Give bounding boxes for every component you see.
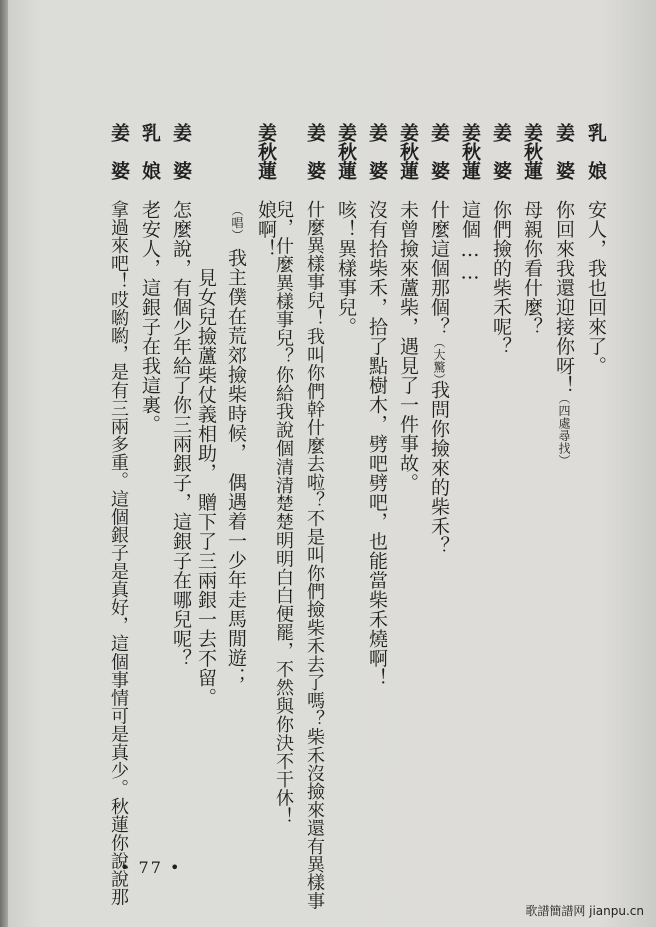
dialogue-line: 怎麼說，有個少年給了你三兩銀子，這銀子在哪兒呢？ [170, 200, 192, 668]
speaker-label: 姜秋蓮 [459, 123, 481, 180]
speaker-label: 姜 婆 [108, 123, 130, 180]
book-spine [0, 0, 8, 927]
speaker-label: 姜 婆 [304, 123, 326, 180]
dialogue-line: 這個…… [459, 200, 481, 284]
speaker-label: 姜秋蓮 [335, 123, 357, 180]
speaker-label: 乳 娘 [139, 123, 161, 180]
speaker-label: 姜 婆 [490, 123, 512, 180]
stage-direction: （四處尋找） [557, 392, 571, 467]
dialogue-line: 我問你撿來的柴禾？ [428, 380, 450, 556]
dialogue-line: 拿過來吧！哎喲喲，是有三兩多重。這個銀子是真好，這個事情可是真少。秋蓮你說說那 [108, 200, 129, 906]
site-watermark: 歌譜簡譜网 jianpu.cn [525, 904, 644, 918]
song-line: 見女兒撿蘆柴仗義相助， 贈下了三兩銀一去不留。 [195, 268, 217, 707]
dialogue-line: 兒，什麼異樣事兒？你給我說個清清楚楚明明白白便罷，不然與你決不干休！ [273, 200, 294, 826]
dialogue-line: 你們撿的柴禾呢？ [490, 200, 512, 356]
speaker-label: 姜秋蓮 [521, 123, 543, 180]
dialogue-line: 沒有拾柴禾，拾了點樹木，劈吧劈吧，也能當柴禾燒啊！ [366, 200, 388, 688]
speaker-label: 姜 婆 [553, 123, 575, 180]
speaker-label: 姜 婆 [170, 123, 192, 180]
speaker-label: 姜 婆 [428, 123, 450, 180]
speaker-label: 姜秋蓮 [255, 123, 277, 180]
dialogue-line: 娘啊！ [255, 200, 277, 259]
page-number: • 77 • [120, 858, 182, 877]
song-line: 我主僕在荒郊撿柴時候， 偶遇着一少年走馬閒遊； [225, 248, 247, 687]
dialogue-line: 未曾撿來蘆柴，遇見了一件事故。 [397, 200, 419, 493]
stage-direction: （唱） [230, 204, 244, 242]
speaker-label: 姜秋蓮 [397, 123, 419, 180]
dialogue-line: 什麼這個那個？ [428, 200, 450, 337]
speaker-label: 姜 婆 [366, 123, 388, 180]
dialogue-line: 安人，我也回來了。 [585, 200, 607, 376]
dialogue-line: 咳！異樣事兒。 [335, 200, 357, 337]
dialogue-line: 什麼異樣事兒！我叫你們幹什麼去啦？不是叫你們撿柴禾去了嗎？柴禾沒撿來還有異樣事 [304, 200, 325, 910]
dialogue-line: 老安人，這銀子在我這裏。 [139, 200, 161, 434]
dialogue-line: 你回來我還迎接你呀！ [553, 200, 575, 395]
dialogue-line: 母親你看什麼？ [521, 200, 543, 337]
stage-direction: （大驚） [432, 336, 446, 386]
speaker-label: 乳 娘 [585, 123, 607, 180]
